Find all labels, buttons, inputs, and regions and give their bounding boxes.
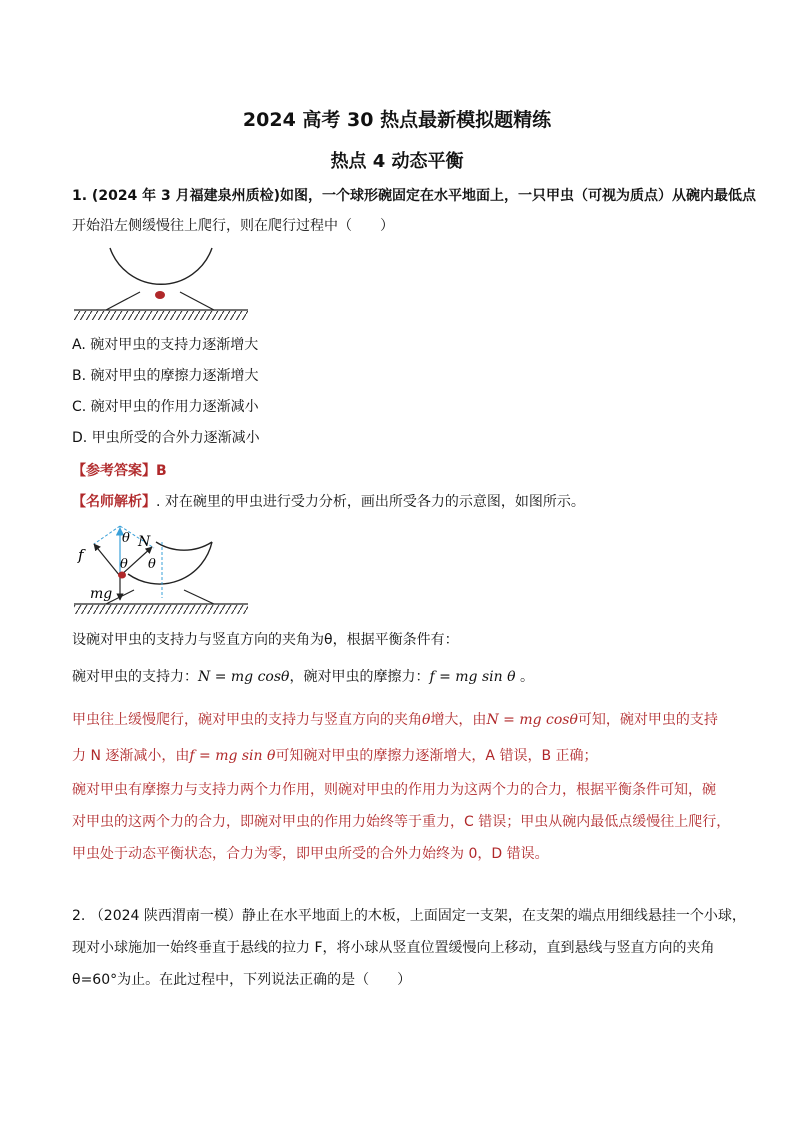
- q1-answer: [72, 461, 167, 481]
- force-diagram: [72, 520, 252, 620]
- q1-analysis-intro: [72, 492, 585, 512]
- r1-equation: N = mg cosθ: [486, 712, 578, 728]
- r2-equation: f = mg sin θ: [189, 748, 276, 764]
- q2-line2: 现对小球施加一始终垂直于悬线的拉力 F，将小球从竖直位置缓慢向上移动，直到悬线与竖直方向的夹角: [72, 940, 715, 956]
- q2-line1: 2. （2024 陕西渭南一模）静止在水平地面上的木板，上面固定一支架，在支架的端点用细线悬挂一个小球，: [72, 908, 746, 924]
- label-mg: mg: [90, 586, 113, 602]
- label-f: f: [78, 546, 84, 564]
- q2-line3: θ=60°为止。在此过程中，下列说法正确的是（ ）: [72, 972, 412, 988]
- ground-hatch: [74, 605, 248, 614]
- q1-equations: [72, 667, 534, 687]
- q1-stem-line1: [72, 186, 756, 206]
- q1-option-a: A. 碗对甲虫的支持力逐渐增大: [72, 337, 259, 353]
- analysis-intro-text: . 对在碗里的甲虫进行受力分析，画出所受各力的示意图，如图所示。: [156, 494, 585, 510]
- answer-label: 【参考答案】: [72, 463, 156, 479]
- support-equation: N = mg cosθ: [198, 669, 290, 685]
- page-title: 2024 高考 30 热点最新模拟题精练: [242, 109, 552, 131]
- q1-stem-line2: 开始沿左侧缓慢往上爬行，则在爬行过程中（ ）: [72, 218, 394, 234]
- label-N: N: [138, 534, 151, 550]
- label-theta-right: θ: [148, 557, 156, 572]
- arrow-f: [94, 544, 120, 576]
- q1-option-c: C. 碗对甲虫的作用力逐渐减小: [72, 399, 259, 415]
- r2-a: 力 N 逐渐减小，由: [72, 748, 190, 764]
- dashed-line: [94, 526, 120, 544]
- q1-reason-line5: 甲虫处于动态平衡状态，合力为零，即甲虫所受的合外力始终为 0，D 错误。: [72, 846, 549, 862]
- bowl-stand-left: [106, 292, 140, 310]
- bowl-arc: [110, 248, 212, 284]
- section-title: 热点 4 动态平衡: [330, 151, 464, 172]
- q1-reason-line4: 对甲虫的这两个力的合力，即碗对甲虫的作用力始终等于重力，C 错误；甲虫从碗内最低点缓慢往上爬行，: [72, 814, 731, 830]
- bowl-figure: [72, 244, 252, 326]
- label-theta-mid: θ: [120, 557, 128, 572]
- bowl-stand-right: [180, 292, 214, 310]
- r1-c: 可知，碗对甲虫的支持: [577, 712, 718, 728]
- answer-value: B: [156, 463, 167, 479]
- q1-option-d: D. 甲虫所受的合外力逐渐减小: [72, 430, 260, 446]
- r1-a: 甲虫往上缓慢爬行，碗对甲虫的支持力与竖直方向的夹角: [72, 712, 422, 728]
- bowl-arc: [156, 542, 212, 550]
- q1-stem-text: 1. (2024 年 3 月福建泉州质检)如图，一个球形碗固定在水平地面上，一只甲虫（可视为质点）从碗内最低点: [72, 188, 757, 204]
- beetle: [118, 572, 126, 579]
- q1-reason-line1: [72, 710, 718, 730]
- friction-label: ，碗对甲虫的摩擦力：: [289, 669, 430, 685]
- q1-reason-line2: [72, 746, 598, 766]
- friction-end: 。: [515, 669, 534, 685]
- ground-hatch: [74, 311, 248, 320]
- bowl-stand-right: [184, 590, 214, 604]
- q1-option-b: B. 碗对甲虫的摩擦力逐渐增大: [72, 368, 259, 384]
- r1-theta: θ: [422, 712, 431, 728]
- r2-b: 可知碗对甲虫的摩擦力逐渐增大，A 错误，B 正确；: [275, 748, 598, 764]
- label-theta-top: θ: [122, 531, 130, 546]
- analysis-label: 【名师解析】: [72, 494, 156, 510]
- support-label: 碗对甲虫的支持力：: [72, 669, 198, 685]
- beetle: [155, 291, 165, 299]
- q1-reason-line3: 碗对甲虫有摩擦力与支持力两个力作用，则碗对甲虫的作用力为这两个力的合力，根据平衡条件可知，碗: [72, 782, 716, 798]
- q1-setup: 设碗对甲虫的支持力与竖直方向的夹角为θ，根据平衡条件有：: [72, 632, 459, 648]
- friction-equation: f = mg sin θ: [429, 669, 516, 685]
- r1-b: 增大，由: [430, 712, 487, 728]
